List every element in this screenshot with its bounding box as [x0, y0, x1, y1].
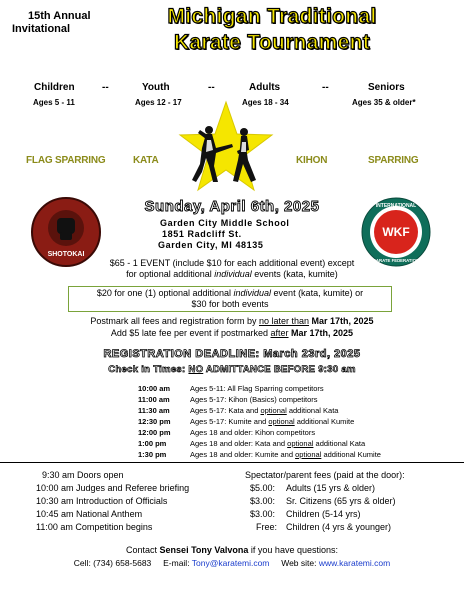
venue-name: Garden City Middle School [160, 218, 290, 228]
division-children: Children [34, 82, 75, 93]
schedule-time: 11:00 am [138, 395, 170, 404]
schedule-time: 12:00 pm [138, 428, 171, 437]
schedule-desc: Ages 18 and older: Kata and optional additional Kata [190, 439, 366, 448]
event-sparring: SPARRING [368, 155, 419, 166]
division-adults: Adults [249, 82, 281, 93]
schedule-desc: Ages 5-11: All Flag Sparring competitors [190, 384, 324, 393]
title-line2: Karate Tournament [173, 31, 371, 54]
program-item: 9:30 am Doors open [42, 470, 124, 480]
event-kihon: KIHON [296, 155, 328, 166]
optional-event-fee-box [68, 286, 392, 312]
program-item: 10:45 am National Anthem [36, 509, 143, 519]
event-date: Sunday, April 6th, 2025 [144, 198, 320, 215]
program-item: 10:30 am Introduction of Officials [36, 496, 168, 506]
program-item: 11:00 am Competition begins [36, 522, 153, 532]
title-line1: Michigan Traditional [167, 5, 377, 28]
wkf-top-text: INTERNATIONAL [375, 203, 417, 209]
fee-line2: for optional additional individual events (kata, kumite) [126, 269, 338, 279]
spectator-row: $3.00: Sr. Citizens (65 yrs & older) [250, 496, 396, 506]
division-dash: -- [322, 82, 329, 93]
schedule-row [0, 438, 464, 449]
website-label: Web site: [281, 558, 317, 568]
schedule-row [0, 427, 464, 438]
event-flag-sparring: FLAG SPARRING [26, 155, 106, 166]
optional-fee-line1: $20 for one (1) optional additional individual event (kata, kumite) or [96, 288, 364, 298]
event-kata: KATA [133, 155, 159, 166]
schedule-row [0, 449, 464, 460]
page-title [122, 4, 422, 56]
division-dash: -- [208, 82, 215, 93]
schedule-desc: Ages 18 and older: Kihon competitors [190, 428, 316, 437]
venue-city: Garden City, MI 48135 [158, 240, 264, 250]
section-divider [0, 462, 464, 463]
cell-phone: Cell: (734) 658-5683 [73, 558, 152, 568]
schedule-desc: Ages 5-17: Kumite and optional additional Kumite [190, 417, 355, 426]
spectator-row: $3.00: Children (5-14 yrs) [250, 509, 361, 519]
contact-details [0, 558, 464, 568]
contact-line: Contact Sensei Tony Valvona if you have questions: [126, 545, 338, 555]
spectator-row: $5.00: Adults (15 yrs & older) [250, 483, 376, 493]
schedule-row [0, 416, 464, 427]
division-seniors: Seniors [368, 82, 405, 93]
wkf-logo-text: WKF [382, 225, 410, 239]
shotokai-logo-text: SHOTOKAI [47, 251, 85, 258]
schedule-desc: Ages 5-17: Kihon (Basics) competitors [190, 395, 318, 404]
invitational-text: Invitational [12, 23, 71, 35]
late-fee-line: Add $5 late fee per event if postmarked after Mar 17th, 2025 [110, 328, 354, 338]
division-youth-ages: Ages 12 - 17 [135, 98, 182, 107]
schedule-desc: Ages 18 and older: Kumite and optional additional Kumite [190, 450, 381, 459]
postmark-line: Postmark all fees and registration form by no later than Mar 17th, 2025 [90, 316, 374, 326]
email-link[interactable]: Tony@karatemi.com [191, 558, 270, 568]
optional-fee-line2: $30 for both events [191, 299, 269, 309]
schedule-desc: Ages 5-17: Kata and optional additional Kata [190, 406, 339, 415]
spectator-heading: Spectator/parent fees (paid at the door): [245, 470, 405, 480]
division-youth: Youth [142, 82, 170, 93]
division-dash: -- [102, 82, 109, 93]
schedule-time: 11:30 am [138, 406, 170, 415]
spectator-row: Free: Children (4 yrs & younger) [256, 522, 392, 532]
division-children-ages: Ages 5 - 11 [33, 98, 75, 107]
invitational-label [2, 10, 117, 36]
email-label: E-mail: [163, 558, 190, 568]
annual-label: 15th Annual [28, 10, 91, 22]
schedule-time: 1:00 pm [138, 439, 167, 448]
schedule-time: 1:30 pm [138, 450, 167, 459]
star-fighters-emblem [176, 100, 276, 196]
division-seniors-ages: Ages 35 & older* [352, 98, 416, 107]
schedule-row [0, 394, 464, 405]
wkf-bottom-text: KARATE FEDERATION [372, 258, 420, 263]
check-in-times: Check in Times: NO ADMITTANCE BEFORE 9:30 am [108, 364, 356, 375]
division-adults-ages: Ages 18 - 34 [242, 98, 289, 107]
schedule-row [0, 383, 464, 394]
venue-street: 1851 Radcliff St. [162, 229, 242, 239]
program-item: 10:00 am Judges and Referee briefing [36, 483, 190, 493]
schedule-time: 12:30 pm [138, 417, 171, 426]
fee-line1: $65 - 1 EVENT (include $10 for each additional event) except [109, 258, 355, 268]
schedule-row [0, 405, 464, 416]
schedule-time: 10:00 am [138, 384, 171, 393]
registration-deadline: REGISTRATION DEADLINE: March 23rd, 2025 [103, 348, 361, 360]
website-link[interactable]: www.karatemi.com [318, 558, 391, 568]
